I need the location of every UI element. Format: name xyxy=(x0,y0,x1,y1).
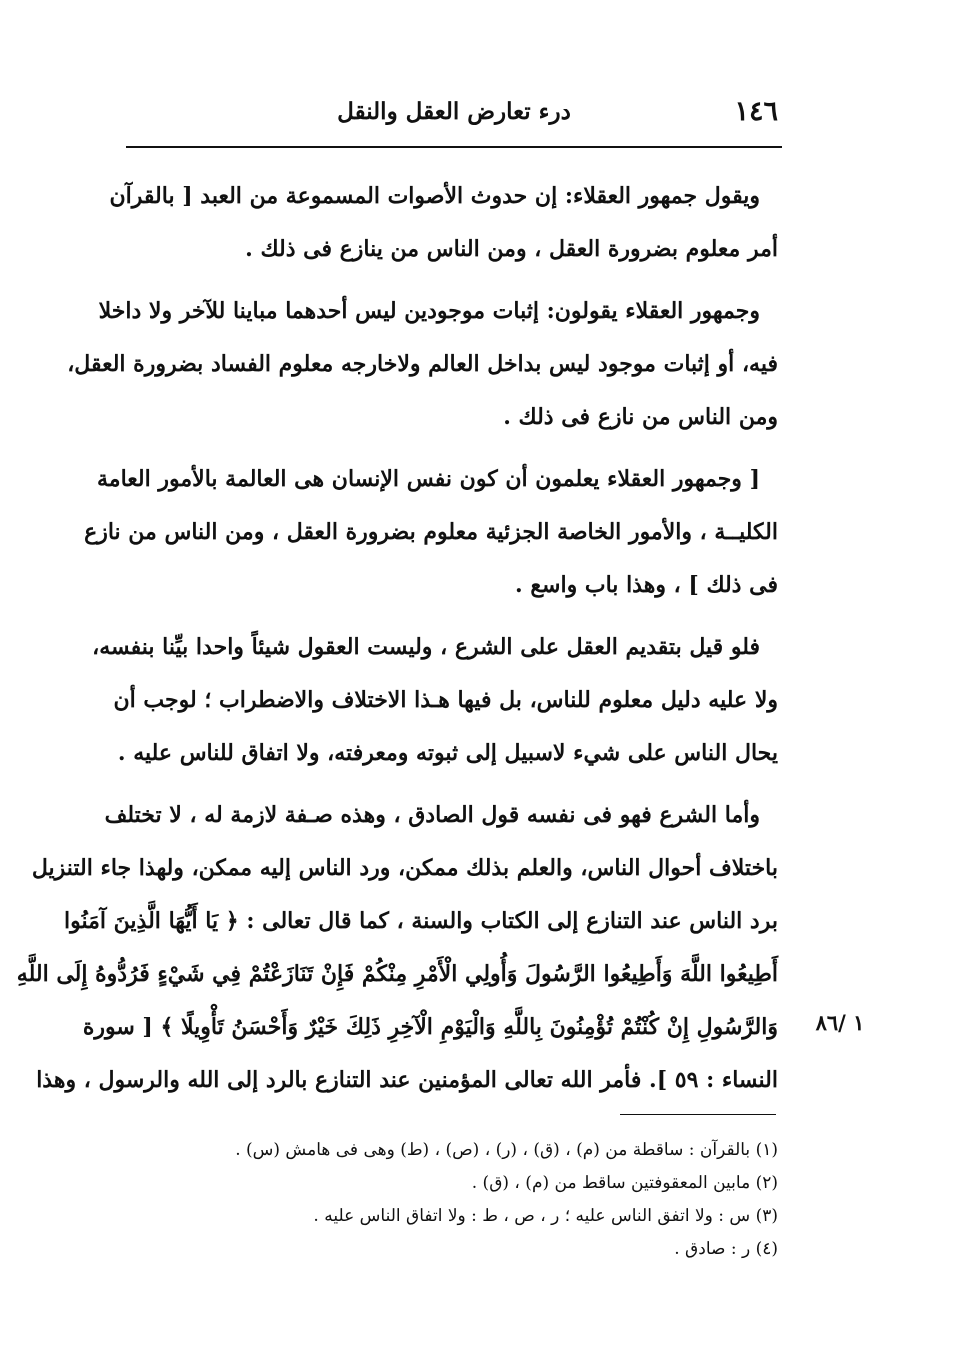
text-line: فلو قيل بتقديم العقل على الشرع ، وليست العقول شيئاً واحدا بيِّنا بنفسه، xyxy=(92,634,760,660)
text-line: وأما الشرع فهو فى نفسه قول الصادق ، وهذه صـفة لازمة له ، لا تختلف xyxy=(104,802,760,828)
header-rule xyxy=(126,146,782,148)
text-line: [ وجمهور العقلاء يعلمون أن كون نفس الإنسان هى العالمة بالأمور العامة xyxy=(97,466,760,492)
text-line: الكليــة ، والأمور الخاصة الجزئية معلوم بضرورة العقل ، ومن الناس من نازع xyxy=(84,519,778,545)
text-line: باختلاف أحوال الناس، والعلم بذلك ممكن، ورد الناس إليه ممكن، ولهذا جاء التنزيل xyxy=(31,855,778,881)
text-line: برد الناس عند التنازع إلى الكتاب والسنة ، كما قال تعالى : ﴿ يَا أَيُّهَا الَّذِينَ آمَنُوا xyxy=(64,908,778,934)
margin-folio-note: ١ /٨٦ xyxy=(815,1010,865,1035)
running-head xyxy=(130,96,778,136)
footnote-rule xyxy=(620,1114,776,1115)
text-line: وَالرَّسُولِ إِنْ كُنْتُمْ تُؤْمِنُونَ بِاللَّهِ وَالْيَوْمِ الْآخِرِ ذَلِكَ خَيْرٌ وَأَحْسَنُ تَأْوِيلًا ﴾ [ سورة xyxy=(82,1014,778,1040)
text-line: النساء : ٥٩ ]. فأمر الله تعالى المؤمنين عند التنازع بالرد إلى الله والرسول ، وهذا xyxy=(36,1067,778,1093)
footnote: (٢) مابين المعقوفتين ساقط من (م) ، (ق) . xyxy=(471,1173,778,1193)
text-line: ويقول جمهور العقلاء: إن حدوث الأصوات المسموعة من العبد [ بالقرآن xyxy=(109,183,760,209)
page-number: ١٤٦ xyxy=(734,96,778,127)
footnote: (١) بالقرآن : ساقطة من (م) ، (ق) ، (ر) ، (ص) ، (ط) وهى فى هامش (س) . xyxy=(235,1140,778,1160)
footnote: (٣) س : ولا اتفق الناس عليه ؛ ر ، ص ، ط : ولا اتفاق الناس عليه . xyxy=(313,1206,778,1226)
running-title: درء تعارض العقل والنقل xyxy=(337,98,571,125)
text-line: ولا عليه دليل معلوم للناس، بل فيها هـذا الاختلاف والاضطراب ؛ لوجب أن xyxy=(113,687,778,713)
text-line: أَطِيعُوا اللَّهَ وَأَطِيعُوا الرَّسُولَ وَأُولِي الْأَمْرِ مِنْكُمْ فَإِنْ تَنَازَعْتُمْ فِي شَيْءٍ فَرُدُّوهُ إِلَى اللَّهِ xyxy=(16,961,778,987)
text-line: فيه، أو إثبات موجود ليس بداخل العالم ولاخارجه معلوم الفساد بضرورة العقل، xyxy=(67,351,778,377)
text-line: فى ذلك ] ، وهذا باب واسع . xyxy=(515,572,778,598)
footnote: (٤) ر : صادق . xyxy=(674,1239,778,1259)
footnotes xyxy=(130,1134,778,1266)
text-line: وجمهور العقلاء يقولون: إثبات موجودين ليس أحدهما مباينا للآخر ولا داخلا xyxy=(98,298,760,324)
main-text xyxy=(16,170,778,1107)
text-line: ومن الناس من نازع فى ذلك . xyxy=(503,404,778,430)
text-line: يحال الناس على شيء لاسبيل إلى ثبوته ومعرفته، ولا اتفاق للناس عليه . xyxy=(117,740,778,766)
text-line: أمر معلوم بضرورة العقل ، ومن الناس من ينازع فى ذلك . xyxy=(245,236,778,262)
